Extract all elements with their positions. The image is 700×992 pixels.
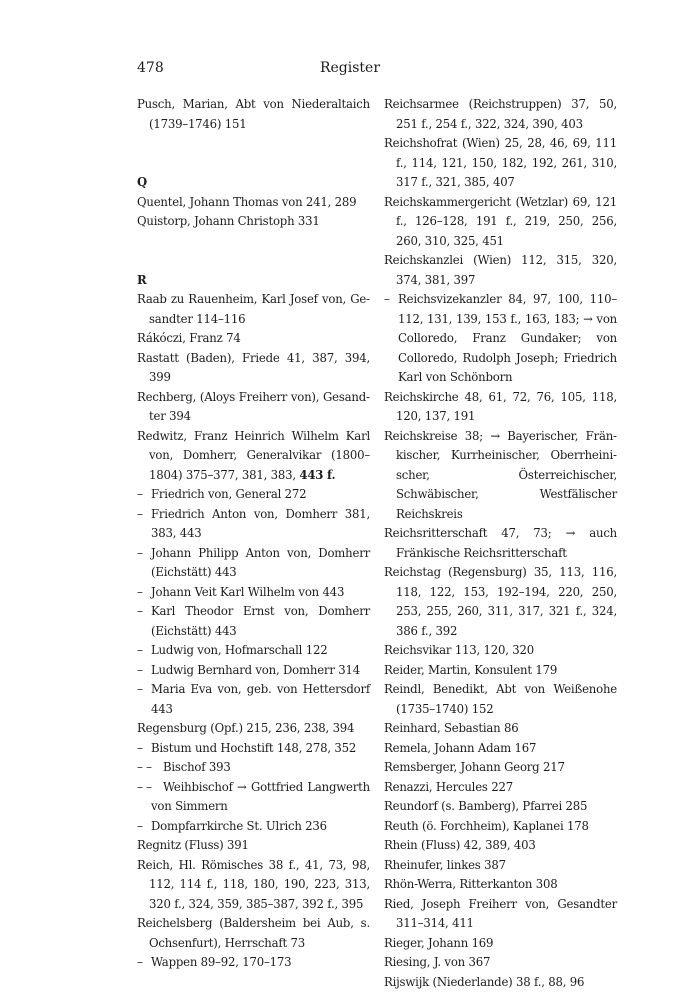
index-entry: Pusch, Marian, Abt von Niederaltaich (1739–1746) 151 [137,95,370,134]
dash-marker: – [137,739,151,759]
index-entry [137,427,370,486]
entry-text: Ludwig Bernhard von, Domherr 314 [151,663,360,677]
index-subentry [137,505,370,544]
index-entry: Quistorp, Johann Christoph 331 [137,212,370,232]
section-letter-q: Q [137,173,370,193]
index-entry: Reinhard, Sebastian 86 [384,719,617,739]
index-entry: Reichstag (Regensburg) 35, 113, 116, 118, 122, 153, 192–194, 220, 250, 253, 255, 260, 311, 317, 321 f., 324, 386 f., 392 [384,563,617,641]
index-subentry [137,739,370,759]
index-entry: Riesing, J. von 367 [384,953,617,973]
dash-marker: – [137,953,151,973]
index-entry: Reichsritterschaft 47, 73; → auch Fränkische Reichsritterschaft [384,524,617,563]
index-entry: Reichskreise 38; → Bayerischer, Fränkischer, Kurrheinischer, Oberrheinischer, Österreichischer, Schwäbischer, Westfälischer Reichskreis [384,427,617,525]
index-subentry [137,680,370,719]
index-entry: Reichskammergericht (Wetzlar) 69, 121 f., 126–128, 191 f., 219, 250, 256, 260, 310, 325, 451 [384,193,617,252]
index-entry: Reider, Martin, Konsulent 179 [384,661,617,681]
index-entry: Reichshofrat (Wien) 25, 28, 46, 69, 111 f., 114, 121, 150, 182, 192, 261, 310, 317 f., 321, 385, 407 [384,134,617,193]
index-entry: Reichskanzlei (Wien) 112, 315, 320, 374, 381, 397 [384,251,617,290]
index-subentry [137,641,370,661]
index-entry: Rákóczi, Franz 74 [137,329,370,349]
index-entry: Rhein (Fluss) 42, 389, 403 [384,836,617,856]
index-subentry [137,817,370,837]
dash-marker: – [137,583,151,603]
index-entry: Reichelsberg (Baldersheim bei Aub, s. Ochsenfurt), Herrschaft 73 [137,914,370,953]
index-entry: Rechberg, (Aloys Freiherr von), Gesandter 394 [137,388,370,427]
entry-text: Maria Eva von, geb. von Hettersdorf 443 [151,682,370,716]
dash-marker: – [137,641,151,661]
index-entry: Reichskirche 48, 61, 72, 76, 105, 118, 120, 137, 191 [384,388,617,427]
double-dash-marker: – – [137,758,163,778]
entry-text: Bischof 393 [163,760,231,774]
entry-bold-pages: 443 f. [299,468,335,482]
entry-text: Johann Veit Karl Wilhelm von 443 [151,585,344,599]
entry-text: Ludwig von, Hofmarschall 122 [151,643,327,657]
double-dash-marker: – – [137,778,163,798]
index-subentry [137,778,370,817]
entry-text: Karl Theodor Ernst von, Domherr (Eichstätt) 443 [151,604,370,638]
index-entry: Rhön-Werra, Ritterkanton 308 [384,875,617,895]
index-entry: Rieger, Johann 169 [384,934,617,954]
index-entry: Ried, Joseph Freiherr von, Gesandter 311–314, 411 [384,895,617,934]
index-column-left [137,95,370,973]
index-entry: Reichsvikar 113, 120, 320 [384,641,617,661]
index-entry: Rijswijk (Niederlande) 38 f., 88, 96 [384,973,617,992]
index-entry: Rastatt (Baden), Friede 41, 387, 394, 399 [137,349,370,388]
index-entry: Reindl, Benedikt, Abt von Weißenohe (1735–1740) 152 [384,680,617,719]
entry-text: Johann Philipp Anton von, Domherr (Eichstätt) 443 [151,546,370,580]
index-entry: Remela, Johann Adam 167 [384,739,617,759]
index-entry: Reuth (ö. Forchheim), Kaplanei 178 [384,817,617,837]
index-subentry [137,485,370,505]
section-letter-r: R [137,271,370,291]
index-subentry [137,544,370,583]
index-entry: Renazzi, Hercules 227 [384,778,617,798]
index-entry: Remsberger, Johann Georg 217 [384,758,617,778]
entry-text: Dompfarrkirche St. Ulrich 236 [151,819,327,833]
dash-marker: – [384,290,398,310]
entry-text: Friedrich von, General 272 [151,487,306,501]
index-entry: Reich, Hl. Römisches 38 f., 41, 73, 98, 112, 114 f., 118, 180, 190, 223, 313, 320 f., 324, 359, 385–387, 392 f., 395 [137,856,370,915]
dash-marker: – [137,661,151,681]
entry-text: Bistum und Hochstift 148, 278, 352 [151,741,356,755]
index-column-right [384,95,617,992]
index-subentry [137,661,370,681]
index-subentry [137,758,370,778]
index-subentry [137,953,370,973]
page-number: 478 [137,60,164,76]
index-entry: Reundorf (s. Bamberg), Pfarrei 285 [384,797,617,817]
dash-marker: – [137,485,151,505]
index-entry: Quentel, Johann Thomas von 241, 289 [137,193,370,213]
dash-marker: – [137,602,151,622]
index-entry: Regensburg (Opf.) 215, 236, 238, 394 [137,719,370,739]
index-entry: Raab zu Rauenheim, Karl Josef von, Gesandter 114–116 [137,290,370,329]
entry-text: Friedrich Anton von, Domherr 381, 383, 443 [151,507,370,541]
index-entry: Regnitz (Fluss) 391 [137,836,370,856]
dash-marker: – [137,505,151,525]
entry-text: Redwitz, Franz Heinrich Wilhelm Karl von, Domherr, Generalvikar (1800–1804) 375–377, 381, 383, [137,429,370,482]
entry-text: Reichsvizekanzler 84, 97, 100, 110–112, 131, 139, 153 f., 163, 183; → von Colloredo, Franz Gundaker; von Colloredo, Rudolph Joseph; Friedrich Karl von Schönborn [398,292,617,384]
index-subentry [137,602,370,641]
dash-marker: – [137,680,151,700]
dash-marker: – [137,817,151,837]
index-entry: Reichsarmee (Reichstruppen) 37, 50, 251 f., 254 f., 322, 324, 390, 403 [384,95,617,134]
index-subentry [384,290,617,388]
dash-marker: – [137,544,151,564]
index-entry: Rheinufer, linkes 387 [384,856,617,876]
running-head: Register [0,60,700,76]
entry-text: Wappen 89–92, 170–173 [151,955,291,969]
entry-text: Weihbischof → Gottfried Langwerth von Simmern [151,780,370,814]
index-subentry [137,583,370,603]
